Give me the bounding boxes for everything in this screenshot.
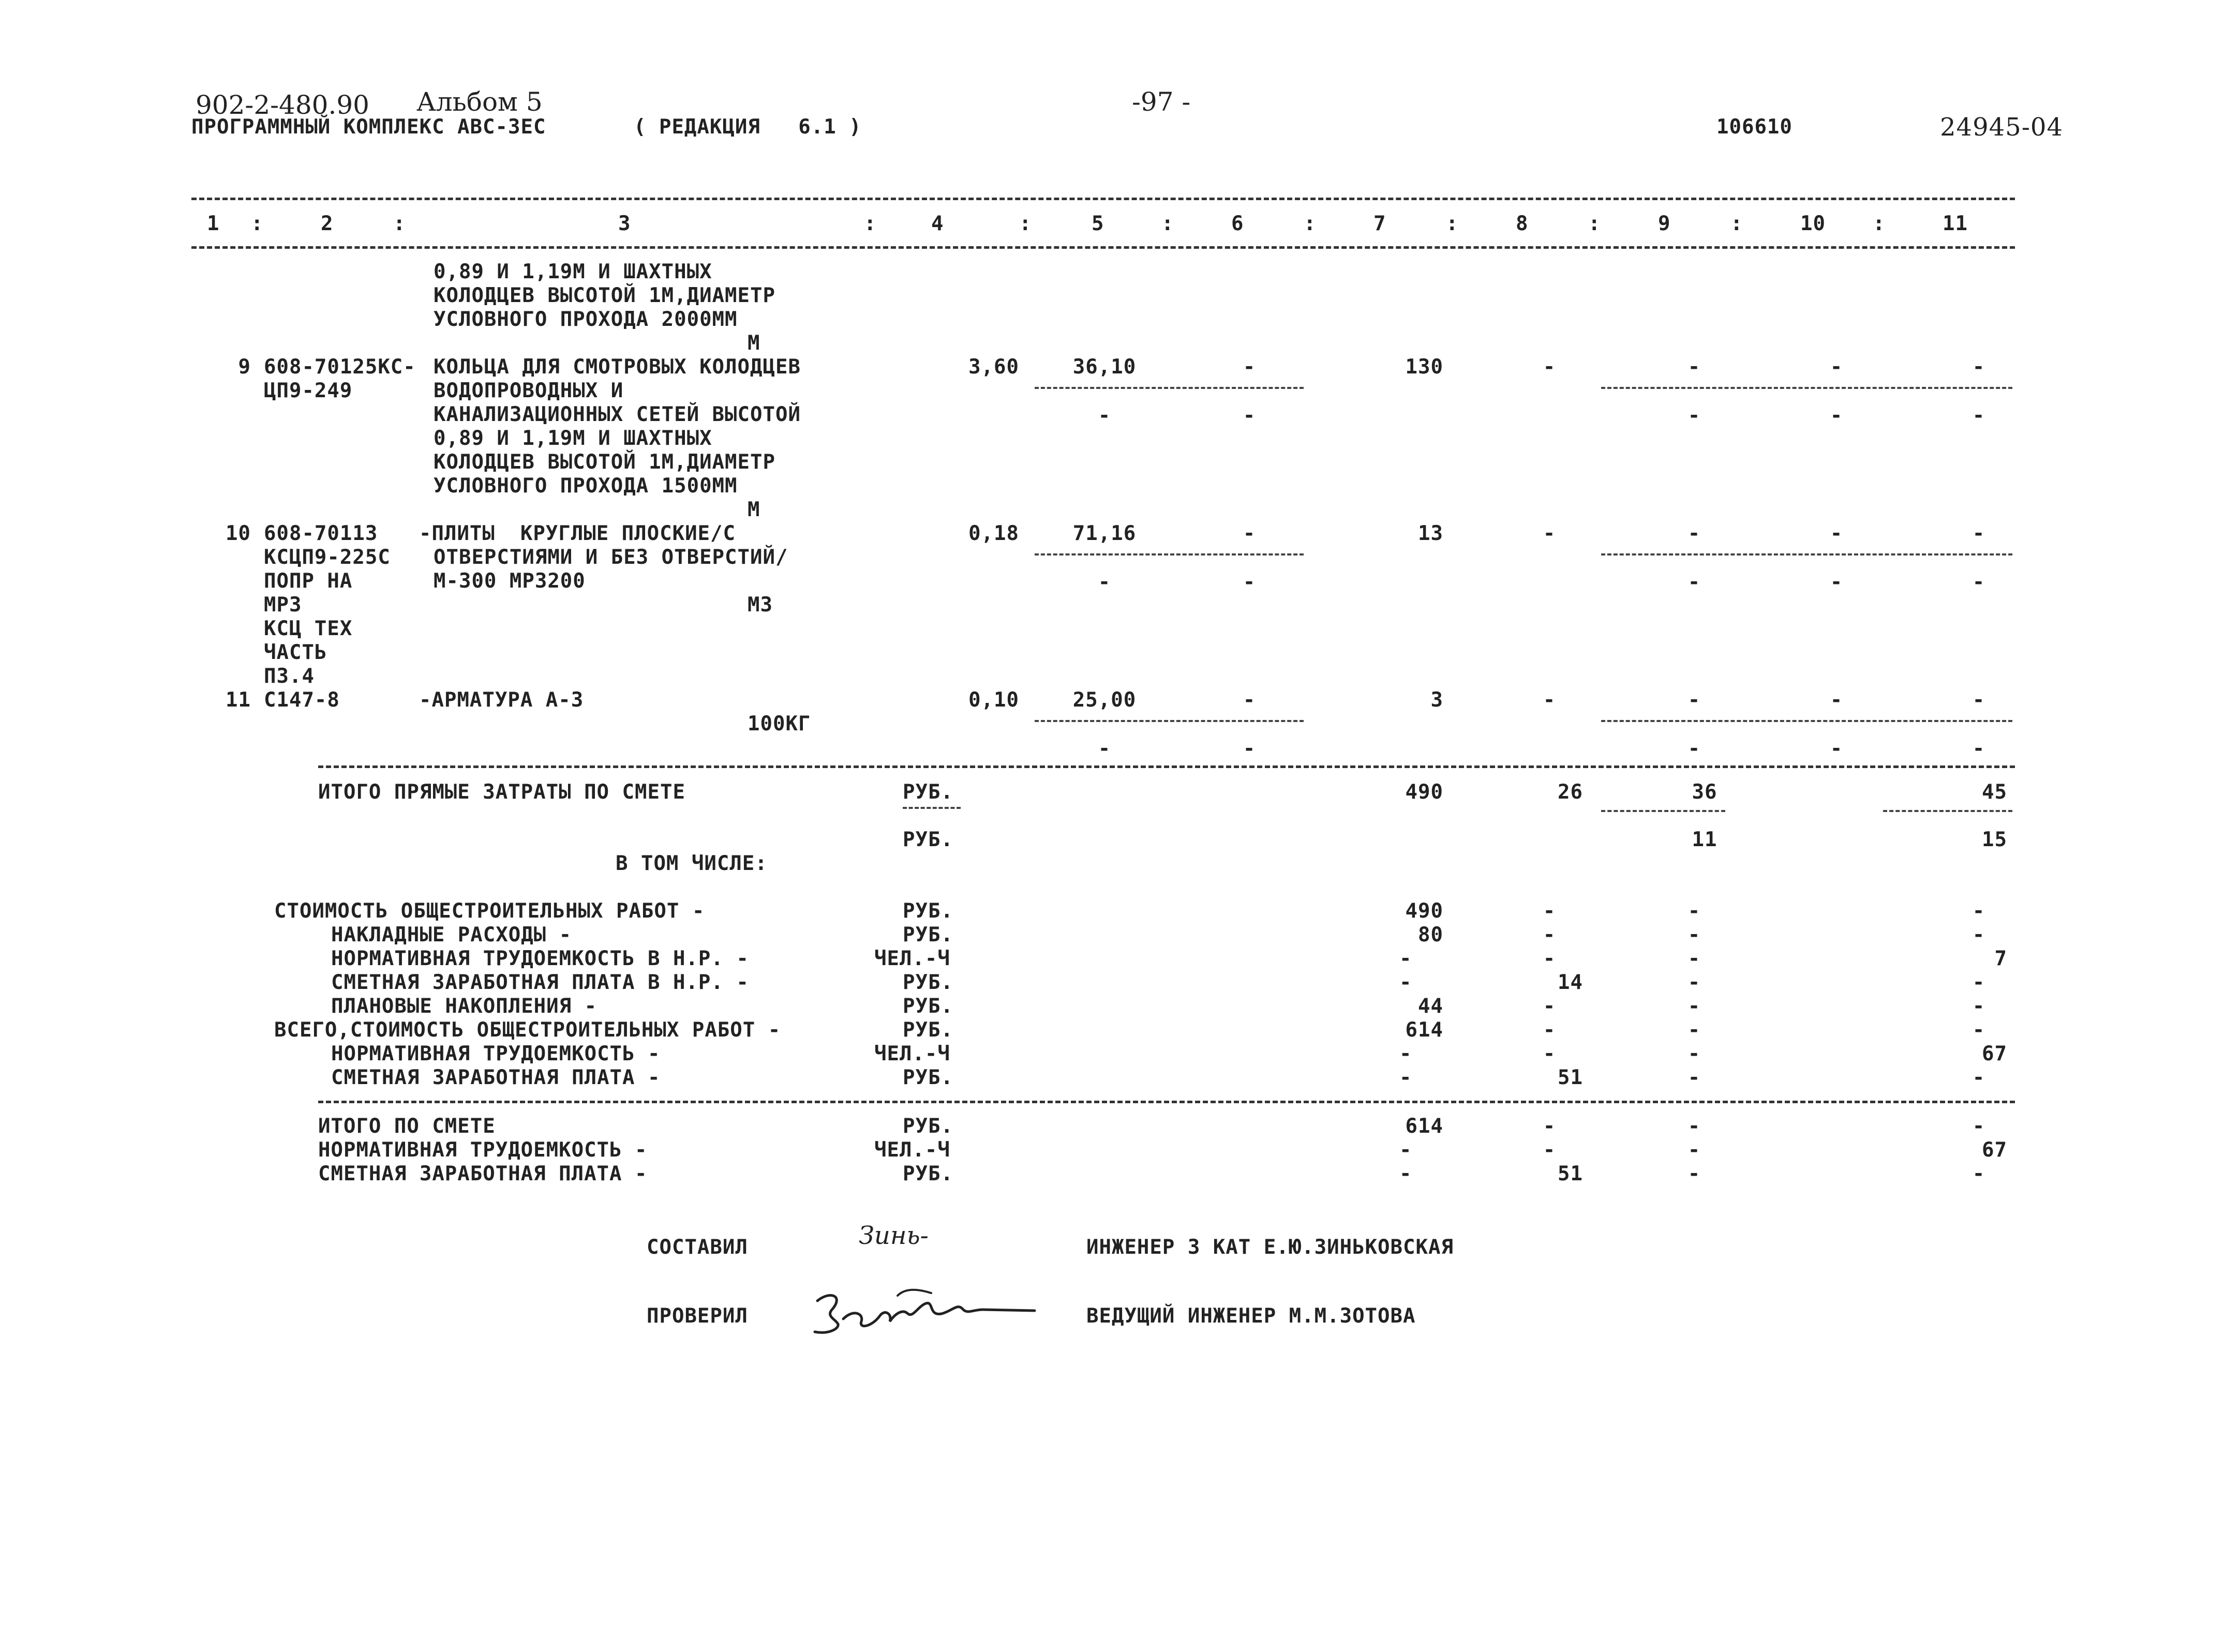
- breakdown-label: ВСЕГО,СТОИМОСТЬ ОБЩЕСТРОИТЕЛЬНЫХ РАБОТ -: [274, 1018, 781, 1042]
- breakdown-col9: -: [1688, 899, 1701, 923]
- breakdown-unit: РУБ.: [903, 971, 953, 994]
- item-10-code: 608-70113: [264, 522, 378, 545]
- checked-label: ПРОВЕРИЛ: [647, 1304, 748, 1328]
- col-11-header: 11: [1943, 212, 1968, 235]
- final-col7: -: [1399, 1162, 1412, 1185]
- item-11-subrule-a: [1035, 720, 1304, 722]
- header-code-a: 106610: [1716, 115, 1793, 139]
- final-unit: ЧЕЛ.-Ч: [874, 1138, 950, 1162]
- item-9-col9: -: [1688, 355, 1701, 379]
- item-10-sub6: -: [1243, 570, 1256, 594]
- item-9-desc: ВОДОПРОВОДНЫХ И: [434, 379, 624, 402]
- program-name: ПРОГРАММНЫЙ КОМПЛЕКС АВС-3ЕС: [191, 115, 546, 139]
- item-10-desc: М-300 МР3200: [434, 569, 586, 593]
- breakdown-col9: -: [1688, 971, 1701, 994]
- album-number: Альбом 5: [416, 87, 543, 117]
- final-col8: -: [1543, 1115, 1556, 1138]
- direct-costs-unit-rule: [903, 807, 961, 809]
- col-sep: :: [864, 212, 877, 235]
- breakdown-col11: -: [1972, 923, 1985, 947]
- breakdown-unit: ЧЕЛ.-Ч: [874, 1042, 950, 1065]
- item-11-sub10: -: [1830, 737, 1843, 760]
- item-9-col7: 130: [1405, 355, 1443, 379]
- final-label: СМЕТНАЯ ЗАРАБОТНАЯ ПЛАТА -: [318, 1162, 648, 1185]
- final-col11: -: [1972, 1162, 1985, 1185]
- breakdown-label: НАКЛАДНЫЕ РАСХОДЫ -: [331, 923, 572, 947]
- item-10-code: ЧАСТЬ: [264, 641, 327, 664]
- checked-by: ВЕДУЩИЙ ИНЖЕНЕР М.М.ЗОТОВА: [1086, 1304, 1416, 1328]
- breakdown-col9: -: [1688, 995, 1701, 1018]
- final-label: НОРМАТИВНАЯ ТРУДОЕМКОСТЬ -: [318, 1138, 648, 1162]
- breakdown-col7: -: [1399, 1066, 1412, 1089]
- col-8-header: 8: [1516, 212, 1529, 235]
- breakdown-col9: -: [1688, 923, 1701, 947]
- col-sep: :: [1588, 212, 1601, 235]
- item-10-col9: -: [1688, 522, 1701, 545]
- item-10-code: ПОПР НА: [264, 569, 353, 593]
- breakdown-col8: -: [1543, 995, 1556, 1018]
- breakdown-col7: 44: [1418, 995, 1443, 1018]
- item-10-desc: ОТВЕРСТИЯМИ И БЕЗ ОТВЕРСТИЙ/: [434, 546, 788, 569]
- item-9-sub9: -: [1688, 404, 1701, 427]
- col-2-header: 2: [321, 212, 334, 235]
- direct-costs-subrule-9: [1601, 810, 1725, 812]
- breakdown-col8: 51: [1558, 1066, 1583, 1089]
- final-col11: -: [1972, 1115, 1985, 1138]
- item-11-sub5: -: [1098, 737, 1111, 760]
- col-9-header: 9: [1658, 212, 1671, 235]
- item-11-qty: 0,10: [968, 688, 1019, 712]
- final-col7: -: [1399, 1138, 1412, 1162]
- item-10-col10: -: [1830, 522, 1843, 545]
- item-10-price: 71,16: [1072, 522, 1137, 545]
- breakdown-label: СМЕТНАЯ ЗАРАБОТНАЯ ПЛАТА В Н.Р. -: [331, 971, 749, 994]
- col-sep: :: [251, 212, 264, 235]
- breakdown-col9: -: [1688, 1066, 1701, 1089]
- final-unit: РУБ.: [903, 1162, 953, 1185]
- breakdown-col7: -: [1399, 947, 1412, 970]
- breakdown-label: СТОИМОСТЬ ОБЩЕСТРОИТЕЛЬНЫХ РАБОТ -: [274, 899, 705, 923]
- breakdown-col7: -: [1399, 1042, 1412, 1065]
- breakdown-col11: -: [1972, 1066, 1985, 1089]
- item-10-code: КСЦ ТЕХ: [264, 617, 353, 640]
- cont-unit: М: [748, 332, 760, 355]
- col-10-header: 10: [1800, 212, 1826, 235]
- item-11-col11: -: [1972, 688, 1985, 712]
- item-10-sub10: -: [1830, 570, 1843, 594]
- direct-costs-col9-b: 11: [1692, 828, 1718, 851]
- item-10-sub9: -: [1688, 570, 1701, 594]
- item-9-col10: -: [1830, 355, 1843, 379]
- direct-costs-unit-2: РУБ.: [903, 828, 953, 851]
- col-sep: :: [1873, 212, 1886, 235]
- item-10-unit: М3: [748, 593, 773, 617]
- breakdown-col8: -: [1543, 923, 1556, 947]
- item-11-sub6: -: [1243, 737, 1256, 760]
- direct-costs-col11-b: 15: [1982, 828, 2007, 851]
- breakdown-unit: РУБ.: [903, 1018, 953, 1042]
- item-11-sub11: -: [1972, 737, 1985, 760]
- breakdown-label: НОРМАТИВНАЯ ТРУДОЕМКОСТЬ В Н.Р. -: [331, 947, 749, 970]
- breakdown-col11: 67: [1982, 1042, 2007, 1065]
- item-9-desc: КАНАЛИЗАЦИОННЫХ СЕТЕЙ ВЫСОТОЙ: [434, 403, 801, 426]
- breakdown-col11: 7: [1994, 947, 2007, 970]
- item-11-col10: -: [1830, 688, 1843, 712]
- breakdown-col8: -: [1543, 1042, 1556, 1065]
- composed-label: СОСТАВИЛ: [647, 1236, 748, 1259]
- item-9-subrule-a: [1035, 387, 1304, 389]
- item-11-col6: -: [1243, 688, 1256, 712]
- item-9-sub6: -: [1243, 404, 1256, 427]
- item-9-unit: М: [748, 498, 760, 521]
- final-col9: -: [1688, 1138, 1701, 1162]
- item-9-code: 608-70125КС-: [264, 355, 416, 379]
- item-10-sub5: -: [1098, 570, 1111, 594]
- item-10-code: МР3: [264, 593, 302, 617]
- breakdown-label: НОРМАТИВНАЯ ТРУДОЕМКОСТЬ -: [331, 1042, 661, 1065]
- col-sep: :: [1730, 212, 1743, 235]
- final-col9: -: [1688, 1115, 1701, 1138]
- breakdown-col11: -: [1972, 995, 1985, 1018]
- item-11-col8: -: [1543, 688, 1556, 712]
- col-4-header: 4: [931, 212, 944, 235]
- item-10-code: П3.4: [264, 665, 315, 688]
- item-9-desc: УСЛОВНОГО ПРОХОДА 1500ММ: [434, 474, 738, 498]
- final-unit: РУБ.: [903, 1115, 953, 1138]
- totals-rule: [318, 765, 2015, 768]
- item-9-sub11: -: [1972, 404, 1985, 427]
- direct-costs-label: ИТОГО ПРЯМЫЕ ЗАТРАТЫ ПО СМЕТЕ: [318, 780, 685, 804]
- col-sep: :: [1304, 212, 1317, 235]
- composer-signature: Зинь-: [859, 1221, 929, 1250]
- item-10-desc: -ПЛИТЫ КРУГЛЫЕ ПЛОСКИЕ/С: [419, 522, 736, 545]
- col-3-header: 3: [618, 212, 631, 235]
- item-11-desc: -АРМАТУРА А-3: [419, 688, 584, 712]
- item-9-sub10: -: [1830, 404, 1843, 427]
- item-11-number: 11: [226, 688, 251, 712]
- breakdown-col11: -: [1972, 971, 1985, 994]
- edition-label: ( РЕДАКЦИЯ 6.1 ): [634, 115, 862, 139]
- item-10-col6: -: [1243, 522, 1256, 545]
- item-10-subrule-b: [1601, 553, 2012, 555]
- document-code: 902-2-480.90: [196, 90, 369, 120]
- breakdown-col9: -: [1688, 1018, 1701, 1042]
- item-11-col9: -: [1688, 688, 1701, 712]
- col-sep: :: [1161, 212, 1174, 235]
- item-10-col8: -: [1543, 522, 1556, 545]
- breakdown-unit: ЧЕЛ.-Ч: [874, 947, 950, 970]
- breakdown-col7: 80: [1418, 923, 1443, 947]
- item-10-code: КСЦП9-225С: [264, 546, 391, 569]
- breakdown-col9: -: [1688, 1042, 1701, 1065]
- item-10-subrule-a: [1035, 553, 1304, 555]
- breakdown-label: ПЛАНОВЫЕ НАКОПЛЕНИЯ -: [331, 995, 598, 1018]
- final-col8: -: [1543, 1138, 1556, 1162]
- col-6-header: 6: [1231, 212, 1244, 235]
- breakdown-unit: РУБ.: [903, 995, 953, 1018]
- item-11-subrule-b: [1601, 720, 2012, 722]
- item-9-desc: 0,89 И 1,19М И ШАХТНЫХ: [434, 427, 712, 450]
- direct-costs-col11: 45: [1982, 780, 2007, 804]
- breakdown-col7: 490: [1405, 899, 1443, 923]
- page-number: -97 -: [1132, 87, 1191, 117]
- item-10-qty: 0,18: [968, 522, 1019, 545]
- item-10-col7: 13: [1418, 522, 1443, 545]
- item-11-sub9: -: [1688, 737, 1701, 760]
- final-col9: -: [1688, 1162, 1701, 1185]
- final-col8: 51: [1558, 1162, 1583, 1185]
- item-9-number: 9: [238, 355, 251, 379]
- final-col11: 67: [1982, 1138, 2007, 1162]
- breakdown-col7: 614: [1405, 1018, 1443, 1042]
- cont-desc-line: УСЛОВНОГО ПРОХОДА 2000ММ: [434, 308, 738, 331]
- direct-costs-unit: РУБ.: [903, 780, 953, 804]
- breakdown-col8: -: [1543, 1018, 1556, 1042]
- item-10-sub11: -: [1972, 570, 1985, 594]
- including-label: В ТОМ ЧИСЛЕ:: [616, 852, 768, 875]
- table-top-rule: [191, 198, 2015, 200]
- item-9-col6: -: [1243, 355, 1256, 379]
- breakdown-col8: -: [1543, 947, 1556, 970]
- item-10-col11: -: [1972, 522, 1985, 545]
- breakdown-col8: -: [1543, 899, 1556, 923]
- item-11-col7: 3: [1430, 688, 1443, 712]
- breakdown-unit: РУБ.: [903, 923, 953, 947]
- item-9-subrule-b: [1601, 387, 2012, 389]
- col-7-header: 7: [1373, 212, 1386, 235]
- item-9-desc: КОЛОДЦЕВ ВЫСОТОЙ 1М,ДИАМЕТР: [434, 450, 775, 474]
- direct-costs-col7: 490: [1405, 780, 1443, 804]
- breakdown-col7: -: [1399, 971, 1412, 994]
- breakdown-label: СМЕТНАЯ ЗАРАБОТНАЯ ПЛАТА -: [331, 1066, 661, 1089]
- final-rule: [318, 1101, 2015, 1103]
- direct-costs-subrule-11: [1883, 810, 2012, 812]
- item-9-col8: -: [1543, 355, 1556, 379]
- breakdown-col11: -: [1972, 1018, 1985, 1042]
- item-11-price: 25,00: [1072, 688, 1137, 712]
- item-10-number: 10: [226, 522, 251, 545]
- cont-desc-line: КОЛОДЦЕВ ВЫСОТОЙ 1М,ДИАМЕТР: [434, 284, 775, 307]
- col-sep: :: [393, 212, 406, 235]
- col-1-header: 1: [207, 212, 220, 235]
- item-11-unit: 100КГ: [748, 712, 811, 735]
- breakdown-col9: -: [1688, 947, 1701, 970]
- final-label: ИТОГО ПО СМЕТЕ: [318, 1115, 496, 1138]
- item-11-code: С147-8: [264, 688, 340, 712]
- item-9-code: ЦП9-249: [264, 379, 353, 402]
- breakdown-unit: РУБ.: [903, 1066, 953, 1089]
- breakdown-col11: -: [1972, 899, 1985, 923]
- composed-by: ИНЖЕНЕР 3 КАТ Е.Ю.ЗИНЬКОВСКАЯ: [1086, 1236, 1454, 1259]
- final-col7: 614: [1405, 1115, 1443, 1138]
- direct-costs-col8: 26: [1558, 780, 1583, 804]
- checker-signature-icon: [807, 1278, 1045, 1345]
- header-bottom-rule: [191, 246, 2015, 249]
- breakdown-unit: РУБ.: [903, 899, 953, 923]
- cont-desc-line: 0,89 И 1,19М И ШАХТНЫХ: [434, 260, 712, 283]
- breakdown-col8: 14: [1558, 971, 1583, 994]
- item-9-sub5: -: [1098, 404, 1111, 427]
- col-sep: :: [1019, 212, 1032, 235]
- item-9-qty: 3,60: [968, 355, 1019, 379]
- col-sep: :: [1446, 212, 1459, 235]
- direct-costs-col9: 36: [1692, 780, 1718, 804]
- item-9-desc: КОЛЬЦА ДЛЯ СМОТРОВЫХ КОЛОДЦЕВ: [434, 355, 801, 379]
- header-code-b: 24945-04: [1940, 113, 2063, 142]
- col-5-header: 5: [1092, 212, 1104, 235]
- item-9-price: 36,10: [1072, 355, 1137, 379]
- item-9-col11: -: [1972, 355, 1985, 379]
